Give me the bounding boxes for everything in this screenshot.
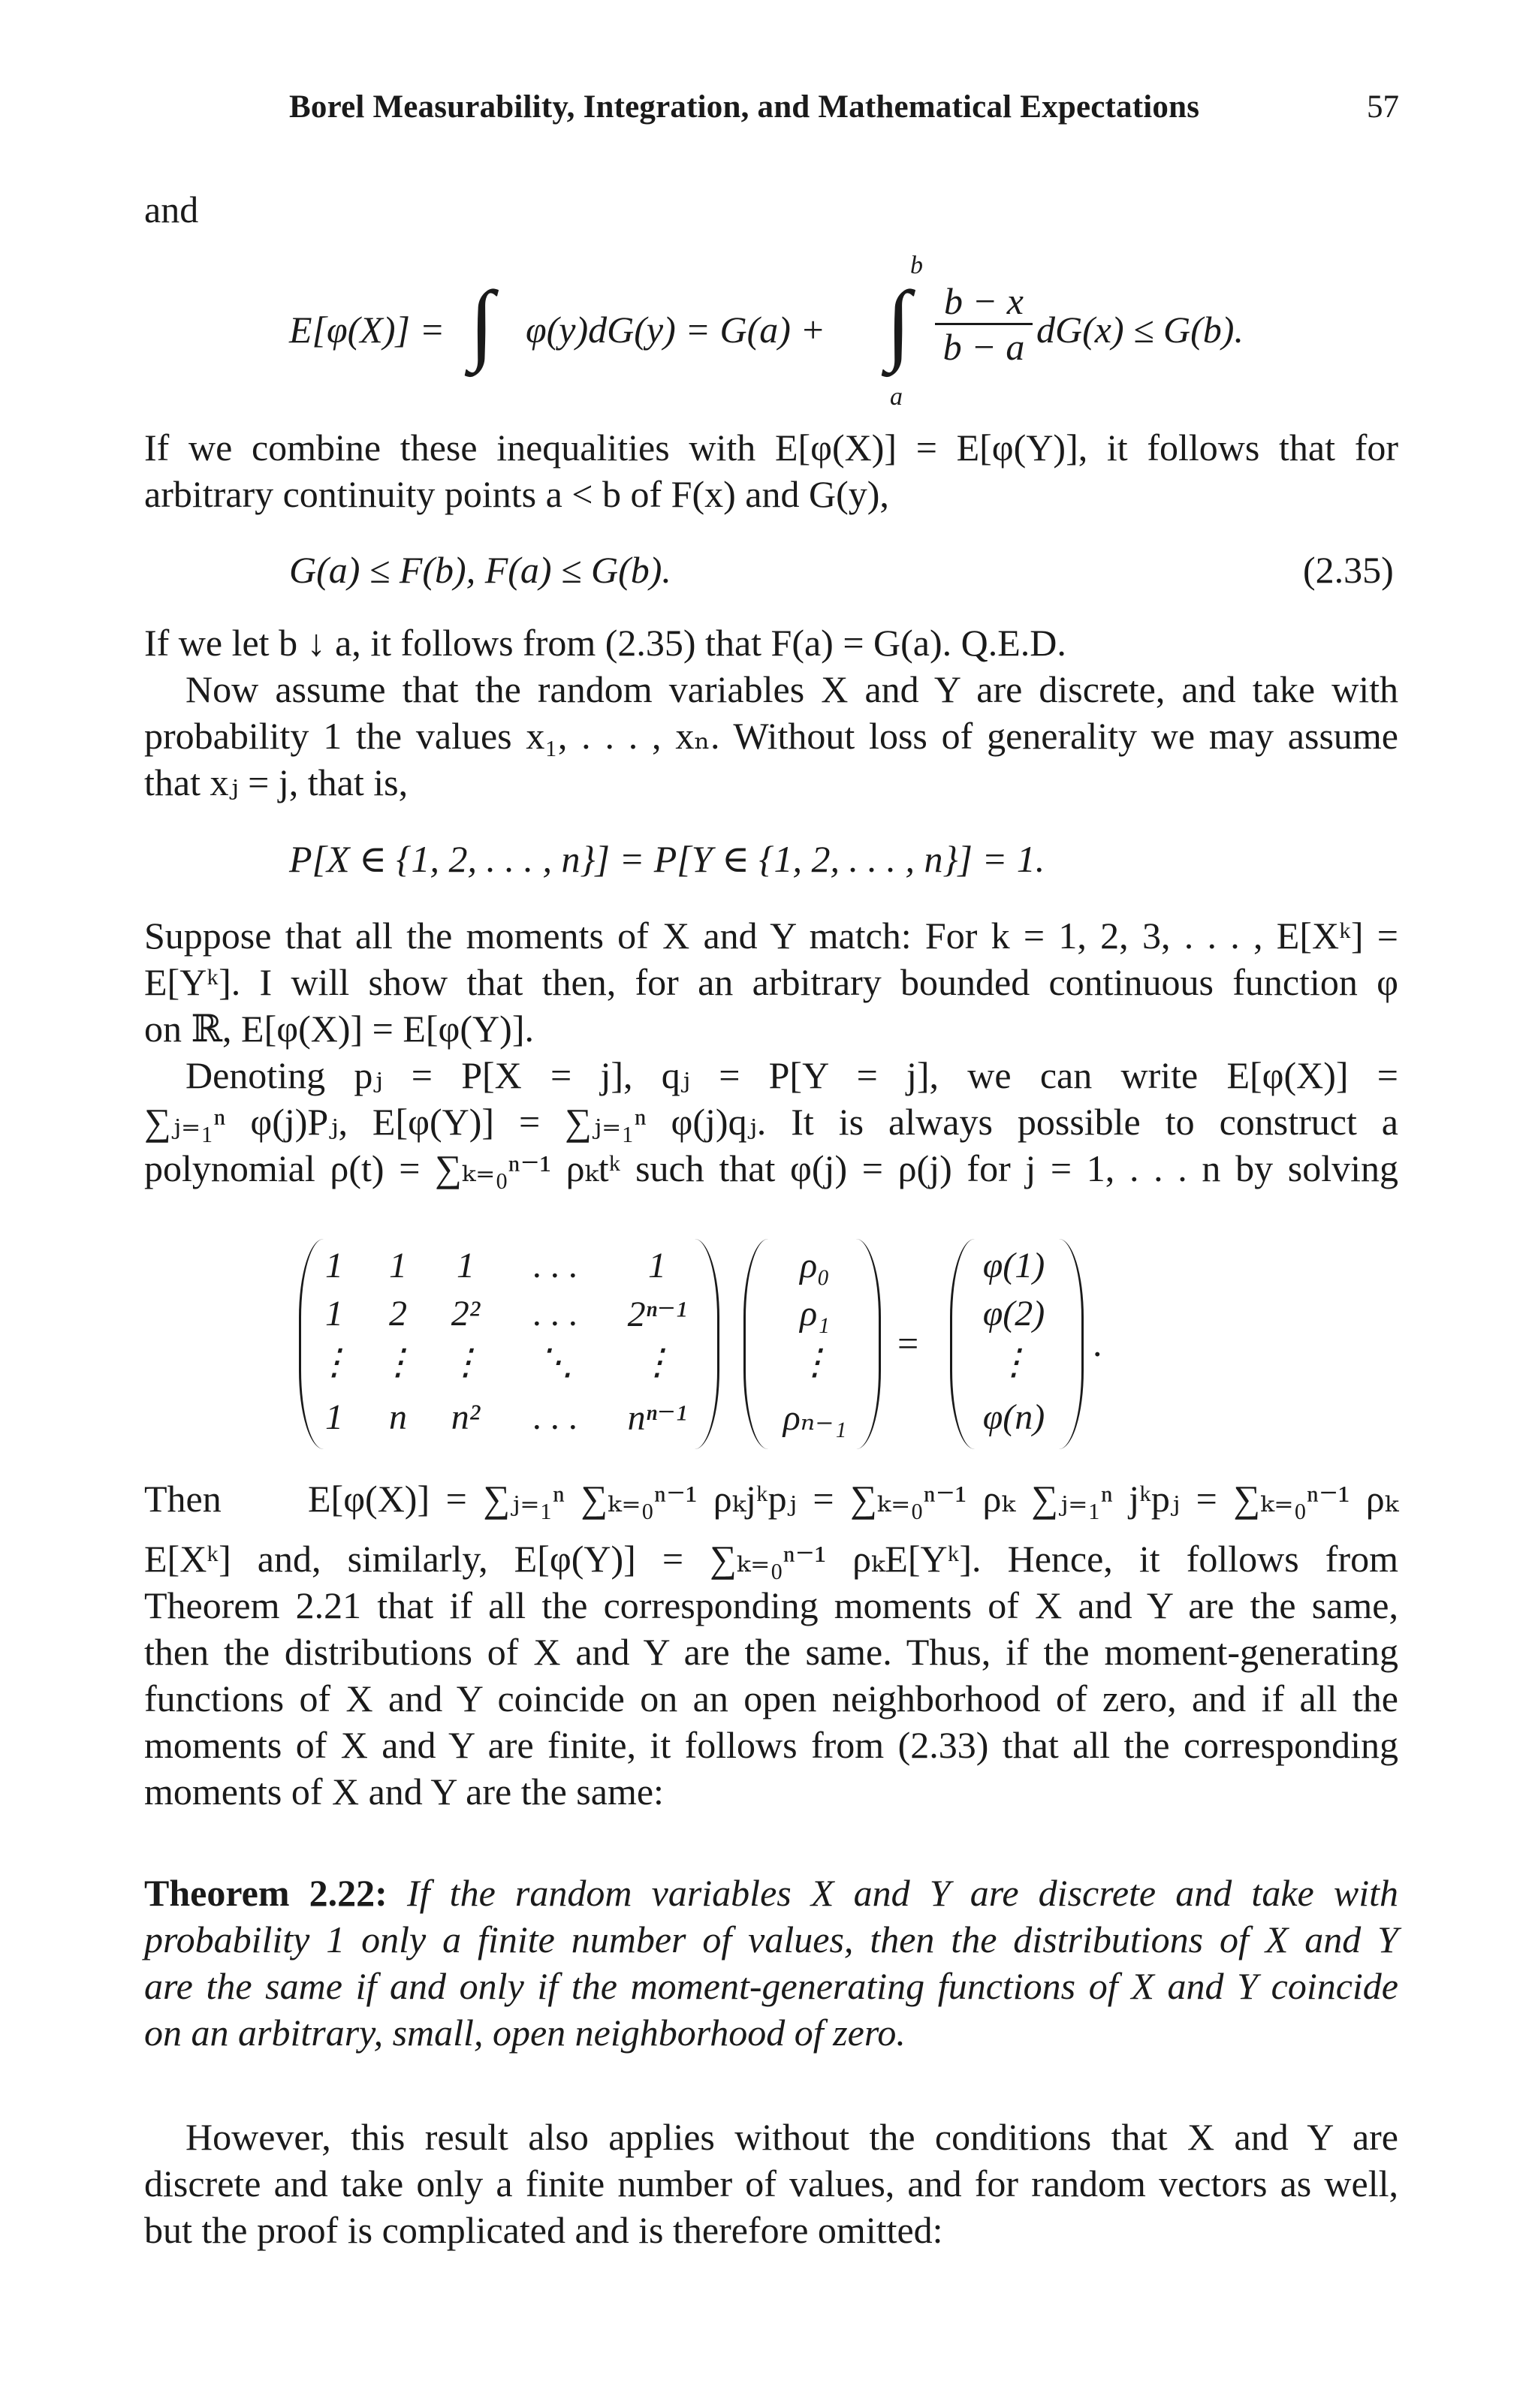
text-line: functions of X and Y coincide on an open neighborhood of zero, and if all the: [144, 1677, 1398, 1719]
matrix-cell: n²: [451, 1397, 481, 1437]
text-line: probability 1 the values x₁, . . . , xₙ. Without loss of generality we may assume: [144, 715, 1398, 757]
equation-number: (2.35): [1303, 549, 1394, 591]
matrix-cell: . . .: [533, 1294, 578, 1334]
text-line: Now assume that the random variables X and Y are discrete, and take with: [185, 668, 1398, 710]
page-number: 57: [1367, 89, 1399, 125]
rho-entry: ρₙ₋₁: [783, 1398, 847, 1438]
matrix-cell: n: [389, 1397, 407, 1437]
text-line: Suppose that all the moments of X and Y match: For k = 1, 2, 3, . . . , E[Xᵏ] =: [144, 915, 1398, 957]
text-line: E[φ(X)] = ∑ⱼ₌₁ⁿ ∑ₖ₌₀ⁿ⁻¹ ρₖjᵏpⱼ = ∑ₖ₌₀ⁿ⁻¹ ρₖ ∑ⱼ₌₁ⁿ jᵏpⱼ = ∑ₖ₌₀ⁿ⁻¹ ρₖ: [308, 1478, 1398, 1520]
text-line: arbitrary continuity points a < b of F(x) and G(y),: [144, 473, 889, 515]
phi-entry: φ(n): [982, 1397, 1045, 1437]
fraction-denominator: b − a: [942, 326, 1025, 368]
text-line: but the proof is complicated and is therefore omitted:: [144, 2209, 943, 2251]
right-paren: [856, 1239, 881, 1449]
text-line: discrete and take only a finite number of values, and for random vectors as well,: [144, 2162, 1398, 2205]
eq-lhs: E[φ(X)] =: [289, 309, 445, 351]
text-line: then the distributions of X and Y are the same. Thus, if the moment-generating: [144, 1631, 1398, 1673]
matrix-cell: 2: [389, 1294, 407, 1334]
matrix-cell: nⁿ⁻¹: [627, 1398, 687, 1438]
matrix-cell: . . .: [533, 1246, 578, 1285]
matrix-cell: . . .: [533, 1397, 578, 1437]
integral-sign: ∫: [469, 273, 494, 372]
equals-sign: =: [897, 1322, 919, 1364]
matrix-cell: ⋮: [639, 1343, 675, 1382]
text-line: and: [144, 188, 199, 231]
phi-entry: φ(1): [982, 1246, 1045, 1285]
eq-integrand: φ(y)dG(y) = G(a) +: [526, 309, 826, 351]
text-line: polynomial ρ(t) = ∑ₖ₌₀ⁿ⁻¹ ρₖtᵏ such that φ(j) = ρ(j) for j = 1, . . . n by solving: [144, 1147, 1398, 1189]
matrix-cell: 1: [457, 1246, 475, 1285]
theorem-line: on an arbitrary, small, open neighborhood of zero.: [144, 2012, 906, 2054]
matrix-cell: 1: [325, 1246, 343, 1285]
rho-entry: ⋮: [797, 1343, 833, 1382]
matrix-cell: 1: [325, 1397, 343, 1437]
text-line: moments of X and Y are the same:: [144, 1771, 664, 1813]
left-paren: [743, 1239, 768, 1449]
text-line: If we let b ↓ a, it follows from (2.35) that F(a) = G(a). Q.E.D.: [144, 622, 1066, 664]
matrix-cell: 1: [325, 1294, 343, 1334]
text-line: ∑ⱼ₌₁ⁿ φ(j)Pⱼ, E[φ(Y)] = ∑ⱼ₌₁ⁿ φ(j)qⱼ. It is always possible to construct a: [144, 1101, 1398, 1143]
matrix-cell: ⋮: [448, 1343, 484, 1382]
text-line: If we combine these inequalities with E[φ(X)] = E[φ(Y)], it follows that for: [144, 426, 1398, 469]
text-line: on ℝ, E[φ(X)] = E[φ(Y)].: [144, 1008, 534, 1050]
matrix-cell: 2²: [451, 1294, 481, 1334]
right-paren: [1059, 1239, 1084, 1449]
period: .: [1093, 1322, 1102, 1364]
eq-fraction: [935, 279, 1033, 369]
matrix-cell: 1: [389, 1246, 407, 1285]
theorem-label: Theorem 2.22:: [144, 1872, 388, 1914]
equation-discrete-support: P[X ∈ {1, 2, . . . , n}] = P[Y ∈ {1, 2, . . . , n}] = 1.: [289, 838, 1045, 880]
phi-entry: φ(2): [982, 1294, 1045, 1334]
rho-entry: ρ₁: [800, 1294, 830, 1334]
eq-tail: dG(x) ≤ G(b).: [1036, 309, 1244, 351]
matrix-cell: ⋮: [380, 1343, 416, 1382]
matrix-cell: 1: [648, 1246, 666, 1285]
text-line: Denoting pⱼ = P[X = j], qⱼ = P[Y = j], we can write E[φ(X)] =: [185, 1054, 1398, 1096]
integral-upper-limit: b: [910, 252, 923, 279]
text-line: However, this result also applies without the conditions that X and Y are: [185, 2116, 1398, 2158]
matrix-cell: ⋮: [316, 1343, 352, 1382]
fraction-numerator: b − x: [935, 279, 1033, 325]
text-line: E[Yᵏ]. I will show that then, for an arbitrary bounded continuous function φ: [144, 961, 1398, 1003]
matrix-cell: ⋱: [538, 1343, 574, 1382]
text-line: E[Xᵏ] and, similarly, E[φ(Y)] = ∑ₖ₌₀ⁿ⁻¹ ρₖE[Yᵏ]. Hence, it follows from: [144, 1538, 1398, 1580]
theorem-line: probability 1 only a finite number of values, then the distributions of X and Y: [144, 1918, 1398, 1960]
text-line: moments of X and Y are finite, it follows from (2.33) that all the corresponding: [144, 1724, 1398, 1766]
theorem-line: are the same if and only if the moment-generating functions of X and Y coincide: [144, 1965, 1398, 2007]
matrix-cell: 2ⁿ⁻¹: [627, 1294, 687, 1334]
running-header: Borel Measurability, Integration, and Mathematical Expectations: [289, 89, 1200, 125]
phi-entry: ⋮: [996, 1343, 1032, 1382]
text-line: Theorem 2.21 that if all the corresponding moments of X and Y are the same,: [144, 1584, 1398, 1626]
right-paren: [695, 1239, 719, 1449]
theorem-line: Theorem 2.22: If the random variables X and Y are discrete and take with: [144, 1872, 1398, 1914]
rho-entry: ρ₀: [800, 1246, 830, 1285]
integral-sign: ∫: [886, 273, 911, 372]
theorem-2-22: [144, 1870, 1398, 2056]
text-line: Then: [144, 1478, 222, 1520]
integral-lower-limit: a: [890, 383, 903, 411]
equation-2-35: G(a) ≤ F(b), F(a) ≤ G(b).: [289, 549, 671, 591]
text-line: that xⱼ = j, that is,: [144, 761, 409, 803]
